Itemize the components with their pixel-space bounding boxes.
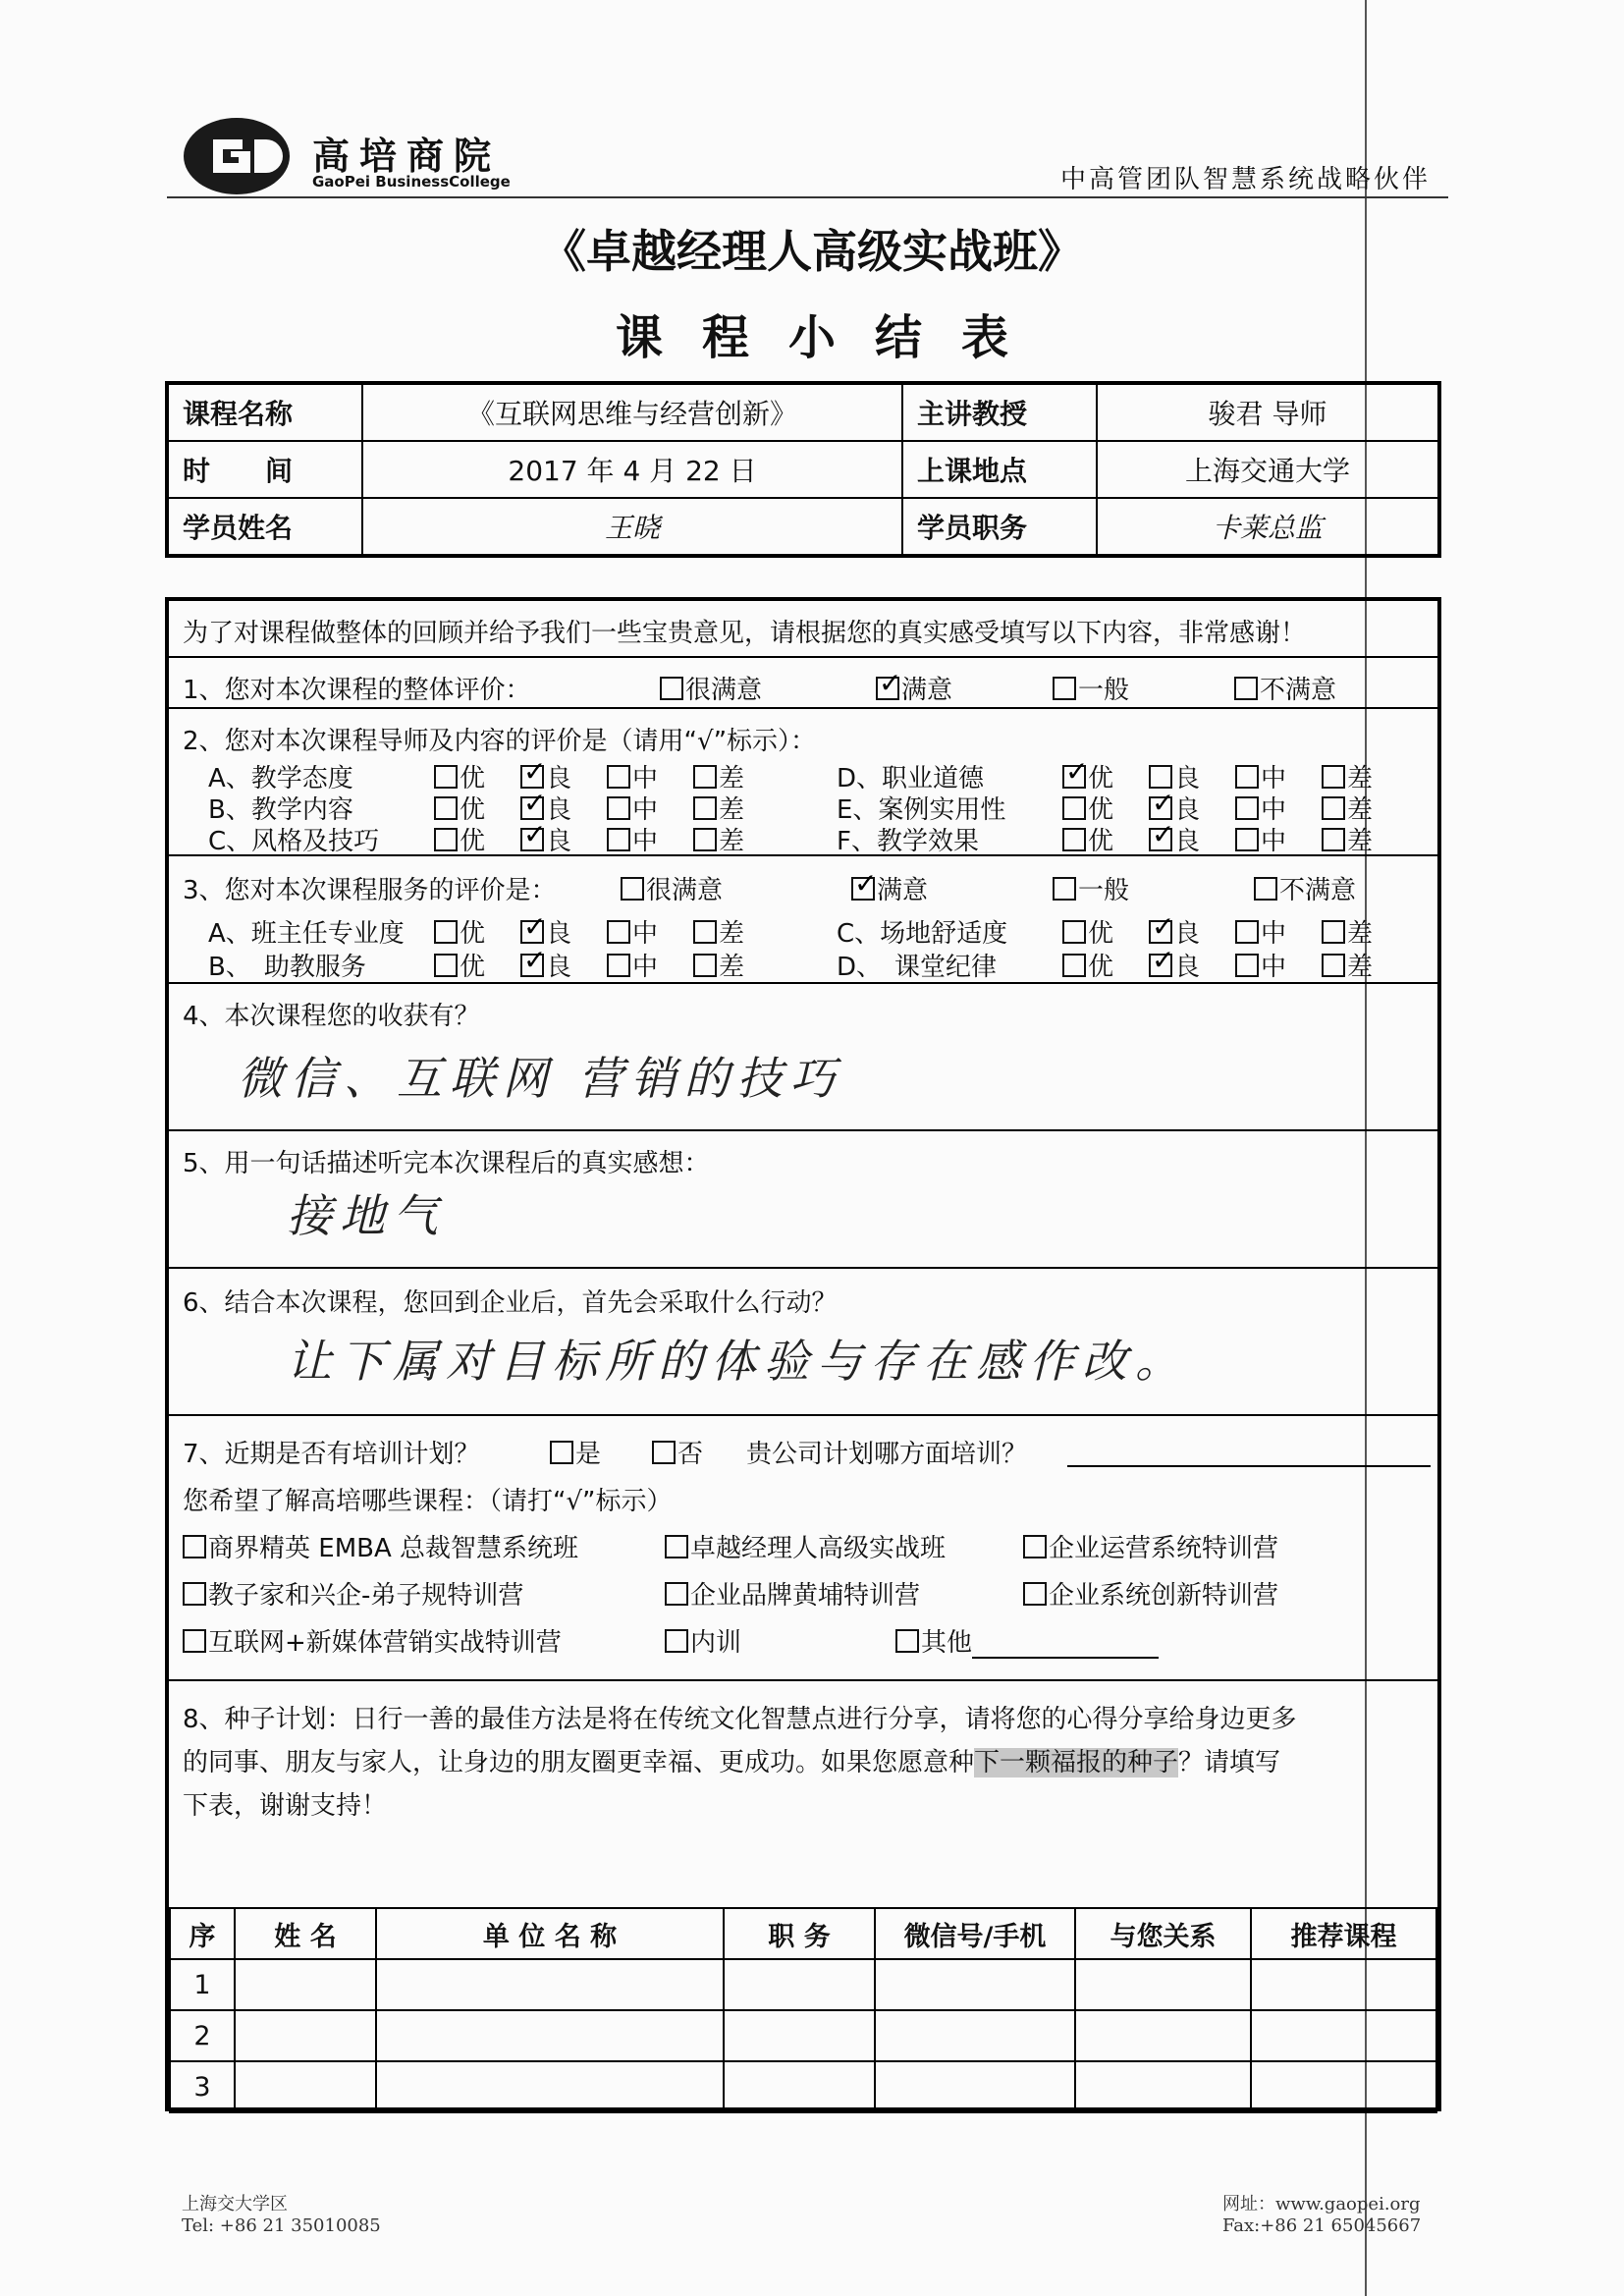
- q2-grade-option[interactable]: 优: [434, 790, 485, 826]
- course-option-brand[interactable]: 企业品牌黄埔特训营: [665, 1575, 920, 1612]
- row-number: 1: [170, 1959, 235, 2010]
- checked-checkbox-icon: [1062, 765, 1086, 789]
- q3-grade-option[interactable]: 中: [607, 913, 658, 950]
- q3-grade-option[interactable]: 优: [1062, 947, 1113, 983]
- q3-average[interactable]: 一般: [1053, 870, 1129, 906]
- checkbox-icon: [1235, 765, 1259, 789]
- q5-row: [169, 1131, 1437, 1269]
- q2-item-label: C、风格及技巧: [208, 827, 380, 856]
- checked-checkbox-icon: [1149, 828, 1172, 851]
- q2-grade-option[interactable]: 差: [693, 758, 744, 794]
- table-cell[interactable]: [1251, 1959, 1436, 2010]
- q4-row: [169, 984, 1437, 1131]
- time-label: 时 间: [167, 441, 362, 498]
- q2-grade-option[interactable]: ✓ 良: [520, 758, 571, 794]
- q8-line1: 8、种子计划：日行一善的最佳方法是将在传统文化智慧点进行分享，请将您的心得分享给身边更多: [183, 1705, 1297, 1734]
- footer-fax: Fax:+86 21 65045667: [1222, 2215, 1422, 2236]
- checkbox-icon: [1062, 954, 1086, 977]
- student-name-value[interactable]: 王晓: [362, 498, 902, 556]
- location-label: 上课地点: [902, 441, 1097, 498]
- checkbox-icon: [693, 954, 717, 977]
- table-cell[interactable]: [1251, 2010, 1436, 2061]
- brand-name-en: GaoPei BusinessCollege: [312, 173, 511, 191]
- q3-grade-option[interactable]: 差: [1322, 913, 1373, 950]
- checkbox-icon: [183, 1535, 206, 1558]
- table-cell[interactable]: [1251, 2061, 1436, 2112]
- col-header-name: 姓 名: [235, 1908, 376, 1959]
- checkbox-icon: [660, 677, 683, 700]
- q4-answer[interactable]: 微信、互联网 营销的技巧: [238, 1052, 843, 1105]
- slogan: 中高管团队智慧系统战略伙伴: [1060, 165, 1432, 194]
- page-title: 《卓越经理人高级实战班》: [541, 225, 1083, 278]
- checked-checkbox-icon: [520, 954, 544, 977]
- q3-item-label: D、 课堂纪律: [837, 953, 998, 982]
- q2-item-label: B、教学内容: [208, 795, 353, 825]
- q1-satisfied[interactable]: ✓ 满意: [876, 670, 952, 706]
- row-number: 3: [170, 2061, 235, 2112]
- checkbox-icon: [1062, 920, 1086, 944]
- checkbox-icon: [665, 1582, 688, 1606]
- checkbox-icon: [1322, 828, 1345, 851]
- q2-grade-option[interactable]: 中: [1235, 821, 1286, 857]
- table-cell[interactable]: [875, 2010, 1075, 2061]
- checkbox-icon: [434, 796, 458, 820]
- brand-name-cn: 高培商院: [312, 134, 502, 178]
- q3-grade-option[interactable]: 优: [434, 947, 485, 983]
- q1-average[interactable]: 一般: [1053, 670, 1129, 706]
- q6-label: 6、结合本次课程，您回到企业后，首先会采取什么行动？: [183, 1288, 838, 1318]
- checked-checkbox-icon: [1149, 920, 1172, 944]
- table-cell[interactable]: [376, 2010, 724, 2061]
- q7-which-field[interactable]: [1067, 1436, 1431, 1467]
- q8-line3: 下表，谢谢支持！: [183, 1791, 388, 1821]
- q7-which-label: 贵公司计划哪方面培训？: [746, 1440, 1028, 1469]
- q3-grade-option[interactable]: 差: [693, 947, 744, 983]
- course-option-other[interactable]: 其他: [895, 1622, 1159, 1659]
- q2-grade-option[interactable]: 中: [607, 821, 658, 857]
- survey-section: [165, 597, 1441, 2111]
- table-cell[interactable]: [376, 1959, 724, 2010]
- checkbox-icon: [607, 796, 630, 820]
- table-row: [170, 2061, 1436, 2112]
- checkbox-icon: [665, 1535, 688, 1558]
- q2-grade-option[interactable]: 中: [607, 758, 658, 794]
- q2-grade-option[interactable]: 优: [1062, 821, 1113, 857]
- q3-grade-option[interactable]: 中: [1235, 913, 1286, 950]
- checked-checkbox-icon: [876, 677, 899, 700]
- q3-item-label: A、班主任专业度: [208, 919, 405, 949]
- q1-unsatisfied[interactable]: 不满意: [1234, 670, 1336, 706]
- table-cell[interactable]: [724, 1959, 875, 2010]
- q2-grade-option[interactable]: 优: [1062, 790, 1113, 826]
- checkbox-icon: [1023, 1535, 1047, 1558]
- q3-grade-option[interactable]: 中: [607, 947, 658, 983]
- q2-grade-option[interactable]: ✓ 良: [1149, 790, 1200, 826]
- header-rule: [167, 196, 1448, 198]
- course-option-internet[interactable]: 互联网+新媒体营销实战特训营: [183, 1622, 562, 1659]
- checkbox-icon: [1234, 677, 1258, 700]
- checkbox-icon: [607, 828, 630, 851]
- checkbox-icon: [652, 1441, 676, 1464]
- table-cell[interactable]: [235, 2061, 376, 2112]
- col-header-wechat: 微信号/手机: [875, 1908, 1075, 1959]
- q2-grade-option[interactable]: 良: [1149, 758, 1200, 794]
- q1-row: [169, 658, 1437, 709]
- q3-item-label: C、场地舒适度: [837, 919, 1008, 949]
- col-header-seq: 序: [170, 1908, 235, 1959]
- checkbox-icon: [607, 765, 630, 789]
- q5-label: 5、用一句话描述听完本次课程后的真实感想：: [183, 1149, 710, 1178]
- footer-website[interactable]: 网址：www.gaopei.org: [1222, 2194, 1421, 2214]
- q2-grade-option[interactable]: 优: [434, 821, 485, 857]
- checkbox-icon: [693, 765, 717, 789]
- q3-row: [169, 856, 1437, 984]
- checkbox-icon: [1053, 877, 1076, 901]
- table-cell[interactable]: [1075, 2010, 1251, 2061]
- gaopei-logo-icon: [182, 116, 292, 196]
- position-label: 学员职务: [902, 498, 1097, 556]
- q2-grade-option[interactable]: ✓ 良: [520, 790, 571, 826]
- q3-satisfied[interactable]: ✓ 满意: [851, 870, 928, 906]
- checkbox-icon: [693, 796, 717, 820]
- q1-label: 1、您对本次课程的整体评价：: [183, 676, 531, 705]
- q3-grade-option[interactable]: ✓ 良: [520, 913, 571, 950]
- checked-checkbox-icon: [1149, 954, 1172, 977]
- q3-grade-option[interactable]: 差: [693, 913, 744, 950]
- q2-grade-option[interactable]: 差: [693, 821, 744, 857]
- checkbox-icon: [1322, 954, 1345, 977]
- table-row: [170, 2010, 1436, 2061]
- q2-item-label: A、教学态度: [208, 764, 353, 793]
- q6-row: [169, 1269, 1437, 1416]
- q3-label: 3、您对本次课程服务的评价是：: [183, 876, 557, 905]
- checkbox-icon: [1254, 877, 1277, 901]
- q1-very-satisfied[interactable]: 很满意: [660, 670, 762, 706]
- table-cell[interactable]: [235, 2010, 376, 2061]
- q8-highlight: 下一颗福报的种子: [974, 1748, 1179, 1777]
- checkbox-icon: [693, 828, 717, 851]
- course-option-manager[interactable]: 卓越经理人高级实战班: [665, 1528, 946, 1564]
- q2-grade-option[interactable]: 差: [693, 790, 744, 826]
- checkbox-icon: [607, 920, 630, 944]
- page-subtitle: 课程小结表: [615, 310, 1048, 365]
- table-cell[interactable]: [875, 1959, 1075, 2010]
- survey-intro-row: [169, 601, 1437, 658]
- q2-grade-option[interactable]: 差: [1322, 758, 1373, 794]
- q3-grade-option[interactable]: 中: [1235, 947, 1286, 983]
- checked-checkbox-icon: [520, 796, 544, 820]
- checked-checkbox-icon: [520, 765, 544, 789]
- checkbox-icon: [665, 1629, 688, 1653]
- checked-checkbox-icon: [520, 920, 544, 944]
- footer-tel: Tel: +86 21 35010085: [182, 2215, 381, 2236]
- table-cell[interactable]: [875, 2061, 1075, 2112]
- q5-answer[interactable]: 接地气: [287, 1189, 446, 1242]
- q3-item-label: B、 助教服务: [208, 953, 366, 982]
- checkbox-icon: [1235, 920, 1259, 944]
- time-value[interactable]: 2017 年 4 月 22 日: [362, 441, 902, 498]
- course-option-dizigui[interactable]: 教子家和兴企-弟子规特训营: [183, 1575, 523, 1612]
- q3-grade-option[interactable]: 优: [434, 913, 485, 950]
- table-cell[interactable]: [1075, 2061, 1251, 2112]
- course-name-value[interactable]: 《互联网思维与经营创新》: [362, 383, 902, 441]
- checkbox-icon: [1053, 677, 1076, 700]
- other-field[interactable]: [972, 1629, 1159, 1659]
- q2-item-label: D、职业道德: [837, 764, 985, 793]
- checkbox-icon: [1322, 920, 1345, 944]
- q3-grade-option[interactable]: ✓ 良: [520, 947, 571, 983]
- col-header-title: 职 务: [724, 1908, 875, 1959]
- q2-grade-option[interactable]: ✓ 优: [1062, 758, 1113, 794]
- checkbox-icon: [1235, 828, 1259, 851]
- checkbox-icon: [183, 1582, 206, 1606]
- checkbox-icon: [1062, 796, 1086, 820]
- q2-grade-option[interactable]: 中: [1235, 790, 1286, 826]
- q7-label: 7、近期是否有培训计划？: [183, 1440, 480, 1469]
- table-row: [170, 1959, 1436, 2010]
- checked-checkbox-icon: [851, 877, 875, 901]
- checkbox-icon: [1023, 1582, 1047, 1606]
- course-option-operations[interactable]: 企业运营系统特训营: [1023, 1528, 1278, 1564]
- course-info-table: [165, 381, 1441, 558]
- checkbox-icon: [1235, 954, 1259, 977]
- table-cell[interactable]: [376, 2061, 724, 2112]
- table-cell[interactable]: [235, 1959, 376, 2010]
- checkbox-icon: [693, 920, 717, 944]
- q2-grade-option[interactable]: ✓ 良: [1149, 821, 1200, 857]
- q4-label: 4、本次课程您的收获有？: [183, 1002, 480, 1031]
- lecturer-value[interactable]: 骏君 导师: [1097, 383, 1439, 441]
- q2-grade-option[interactable]: 差: [1322, 790, 1373, 826]
- checkbox-icon: [1235, 796, 1259, 820]
- q2-item-label: F、教学效果: [837, 827, 979, 856]
- course-option-innovation[interactable]: 企业系统创新特训营: [1023, 1575, 1278, 1612]
- location-value[interactable]: 上海交通大学: [1097, 441, 1439, 498]
- course-name-label: 课程名称: [167, 383, 362, 441]
- q6-answer[interactable]: 让下属对目标所的体验与存在感作改。: [287, 1335, 1188, 1388]
- q2-grade-option[interactable]: ✓ 良: [520, 821, 571, 857]
- student-name-label: 学员姓名: [167, 498, 362, 556]
- position-value[interactable]: 卡莱总监: [1097, 498, 1439, 556]
- checkbox-icon: [434, 765, 458, 789]
- checked-checkbox-icon: [1149, 796, 1172, 820]
- checkbox-icon: [1149, 765, 1172, 789]
- footer-address: 上海交大学区: [182, 2194, 288, 2214]
- table-cell[interactable]: [724, 2061, 875, 2112]
- checkbox-icon: [434, 954, 458, 977]
- q3-grade-option[interactable]: ✓ 良: [1149, 947, 1200, 983]
- q2-row: [169, 709, 1437, 856]
- checkbox-icon: [621, 877, 644, 901]
- q3-very-satisfied[interactable]: 很满意: [621, 870, 723, 906]
- q2-label: 2、您对本次课程导师及内容的评价是（请用“√”标示）：: [183, 727, 817, 756]
- row-number: 2: [170, 2010, 235, 2061]
- checkbox-icon: [1322, 765, 1345, 789]
- course-option-emba[interactable]: 商界精英 EMBA 总裁智慧系统班: [183, 1528, 578, 1564]
- table-cell[interactable]: [724, 2010, 875, 2061]
- checkbox-icon: [434, 920, 458, 944]
- q2-item-label: E、案例实用性: [837, 795, 1006, 825]
- checkbox-icon: [434, 828, 458, 851]
- checkbox-icon: [550, 1441, 573, 1464]
- checkbox-icon: [1062, 828, 1086, 851]
- course-option-inhouse[interactable]: 内训: [665, 1622, 741, 1659]
- q3-unsatisfied[interactable]: 不满意: [1254, 870, 1356, 906]
- q8-row: [169, 1681, 1437, 1907]
- q3-grade-option[interactable]: 差: [1322, 947, 1373, 983]
- lecturer-label: 主讲教授: [902, 383, 1097, 441]
- table-cell[interactable]: [1075, 1959, 1251, 2010]
- checkbox-icon: [183, 1629, 206, 1653]
- checkbox-icon: [607, 954, 630, 977]
- checked-checkbox-icon: [520, 828, 544, 851]
- q2-grade-option[interactable]: 差: [1322, 821, 1373, 857]
- checkbox-icon: [1322, 796, 1345, 820]
- survey-intro: 为了对课程做整体的回顾并给予我们一些宝贵意见，请根据您的真实感受填写以下内容，非常感谢！: [183, 619, 1307, 648]
- col-header-company: 单 位 名 称: [376, 1908, 724, 1959]
- checkbox-icon: [895, 1629, 919, 1653]
- q7-yes[interactable]: 是: [550, 1434, 601, 1470]
- col-header-course: 推荐课程: [1251, 1908, 1436, 1959]
- q7-no[interactable]: 否: [652, 1434, 703, 1470]
- q7-courses-label: 您希望了解高培哪些课程：（请打“√”标示）: [183, 1487, 673, 1516]
- q2-grade-option[interactable]: 中: [607, 790, 658, 826]
- q7-row: [169, 1416, 1437, 1681]
- q3-grade-option[interactable]: 优: [1062, 913, 1113, 950]
- referral-table: [169, 1907, 1437, 2113]
- q3-grade-option[interactable]: ✓ 良: [1149, 913, 1200, 950]
- q2-grade-option[interactable]: 中: [1235, 758, 1286, 794]
- q2-grade-option[interactable]: 优: [434, 758, 485, 794]
- q8-line2: 的同事、朋友与家人，让身边的朋友圈更幸福、更成功。如果您愿意种下一颗福报的种子？请填写: [183, 1748, 1281, 1777]
- col-header-relation: 与您关系: [1075, 1908, 1251, 1959]
